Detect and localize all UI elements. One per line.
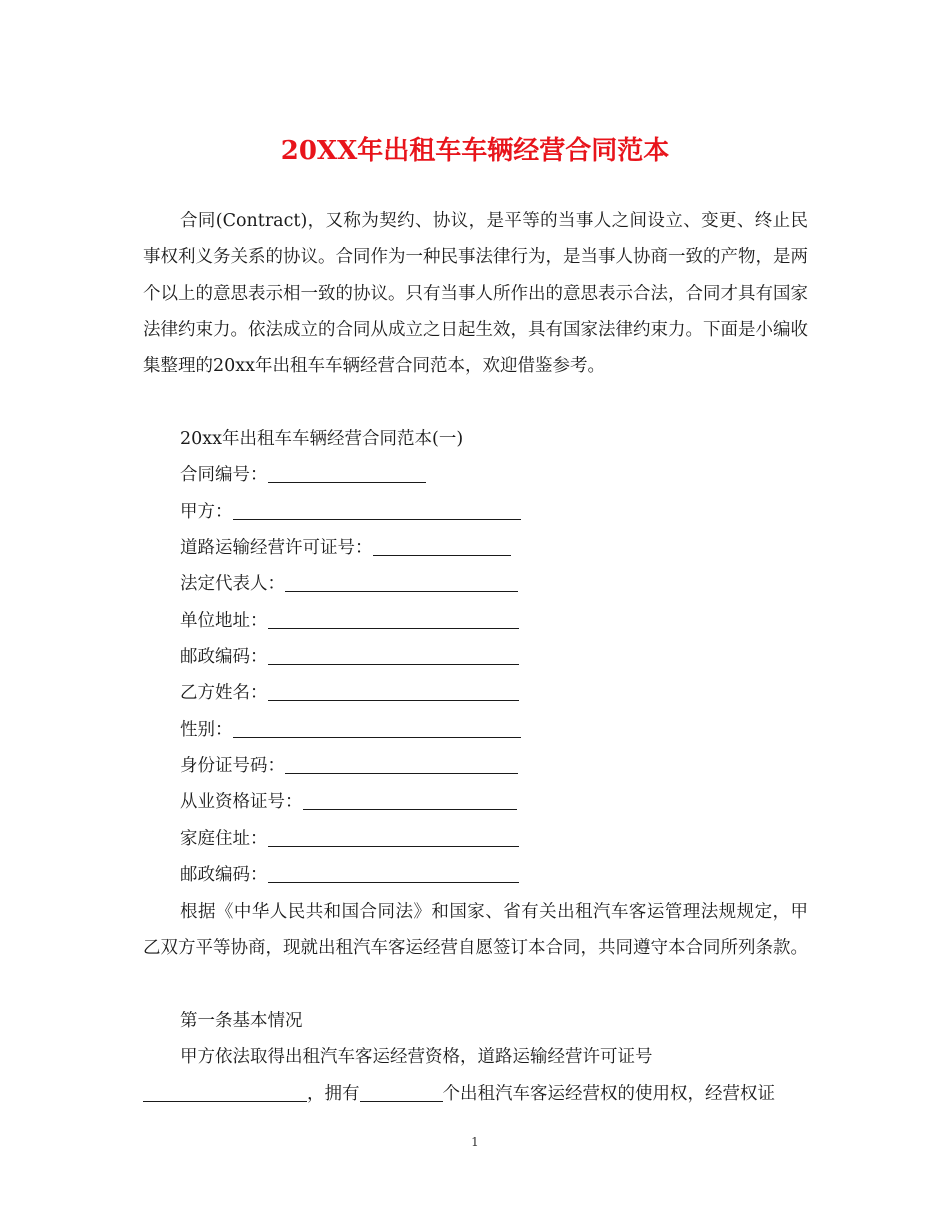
blank-line	[268, 663, 519, 665]
field-label: 法定代表人：	[180, 574, 285, 594]
blank-line	[233, 736, 521, 738]
blank-line	[285, 772, 518, 774]
field-label: 性别：	[180, 720, 233, 740]
blank-line	[268, 699, 519, 701]
blank-line	[268, 881, 519, 883]
blank-line	[268, 481, 426, 483]
field-gender	[180, 712, 521, 748]
field-id-number	[180, 748, 518, 784]
blank-line	[303, 808, 517, 810]
field-label: 从业资格证号：	[180, 792, 303, 812]
field-license-number	[180, 530, 511, 566]
field-contract-number	[180, 457, 426, 493]
article-1-text-part: 个出租汽车客运经营权的使用权，经营权证	[442, 1084, 775, 1104]
field-label: 邮政编码：	[180, 647, 268, 667]
blank-line	[143, 1100, 307, 1102]
field-label: 邮政编码：	[180, 865, 268, 885]
field-label: 家庭住址：	[180, 829, 268, 849]
document-title: 20XX年出租车车辆经营合同范本	[280, 136, 670, 166]
field-party-b-name	[180, 675, 519, 711]
blank-line	[360, 1100, 443, 1102]
field-company-address	[180, 603, 519, 639]
article-1-heading: 第一条基本情况	[180, 1011, 303, 1031]
field-postal-code-a	[180, 639, 519, 675]
article-1-text-line-2	[143, 1076, 775, 1112]
page-number: 1	[471, 1135, 479, 1149]
article-1-text-part: ，拥有	[307, 1084, 360, 1104]
field-label: 单位地址：	[180, 611, 268, 631]
field-label: 道路运输经营许可证号：	[180, 538, 373, 558]
field-postal-code-b	[180, 857, 519, 893]
article-1-text-line-1: 甲方依法取得出租汽车客运经营资格，道路运输经营许可证号	[180, 1047, 653, 1067]
blank-line	[233, 518, 521, 520]
field-qualification-number	[180, 784, 517, 820]
field-label: 乙方姓名：	[180, 683, 268, 703]
blank-line	[285, 590, 518, 592]
contract-subtitle: 20xx年出租车车辆经营合同范本(一)	[180, 429, 464, 449]
blank-line	[268, 845, 519, 847]
field-home-address	[180, 821, 519, 857]
field-party-a	[180, 494, 521, 530]
field-label: 甲方：	[180, 502, 233, 522]
field-label: 合同编号：	[180, 465, 268, 485]
basis-paragraph: 根据《中华人民共和国合同法》和国家、省有关出租汽车客运管理法规规定，甲乙双方平等协商，现就出租汽车客运经营自愿签订本合同，共同遵守本合同所列条款。	[143, 902, 808, 959]
blank-line	[268, 627, 519, 629]
field-label: 身份证号码：	[180, 756, 285, 776]
blank-line	[373, 554, 511, 556]
intro-paragraph: 合同(Contract)，又称为契约、协议，是平等的当事人之间设立、变更、终止民事权利义务关系的协议。合同作为一种民事法律行为，是当事人协商一致的产物，是两个以上的意思表示相一致的协议。只有当事人所作出的意思表示合法，合同才具有国家法律约束力。依法成立的合同从成立之日起生效，具有国家法律约束力。下面是小编收集整理的20xx年出租车车辆经营合同范本，欢迎借鉴参考。	[143, 211, 808, 377]
field-legal-representative	[180, 566, 518, 602]
